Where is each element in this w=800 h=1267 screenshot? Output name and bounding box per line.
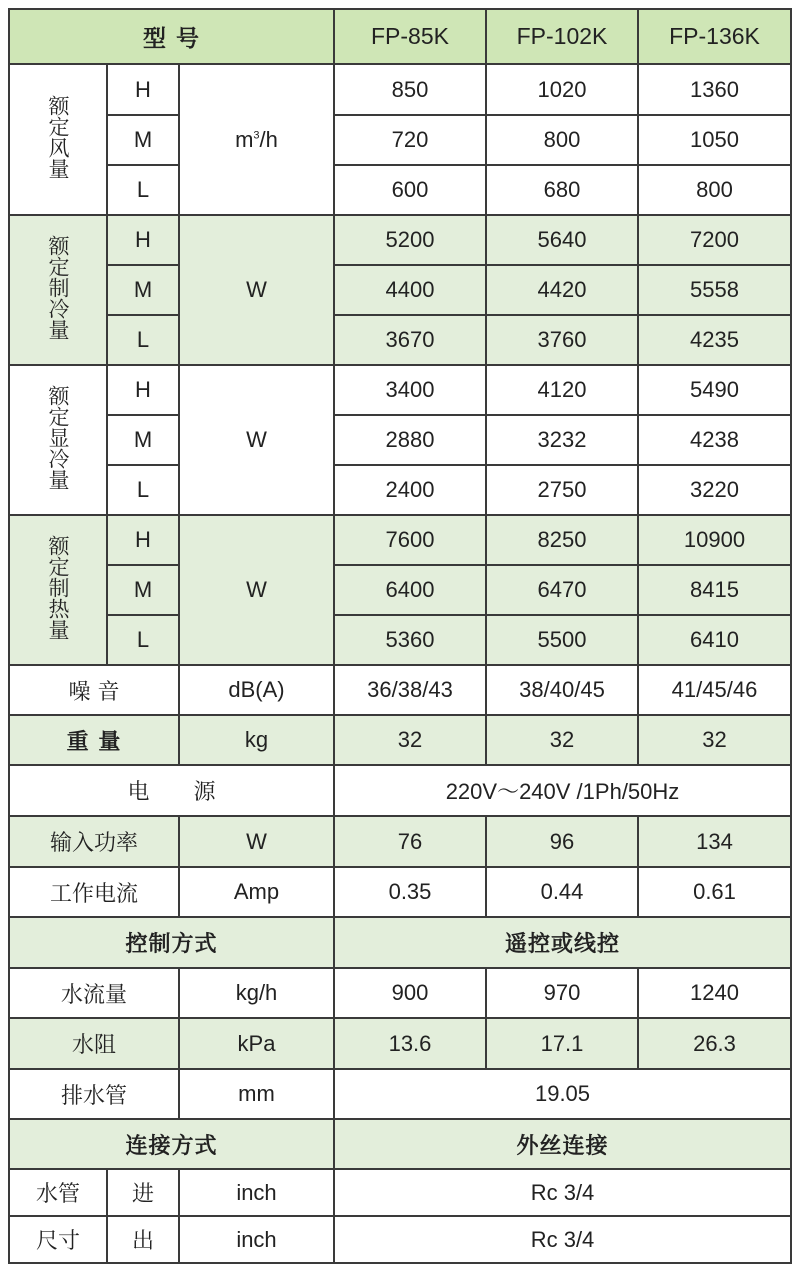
- drain-row: [9, 1069, 791, 1119]
- value-cell: 4120: [486, 365, 638, 415]
- drain-unit: mm: [179, 1069, 334, 1119]
- water-resistance-label: 水阻: [9, 1018, 179, 1069]
- airflow-row: [9, 64, 791, 115]
- value-cell: 2880: [334, 415, 486, 465]
- value-cell: 1020: [486, 64, 638, 115]
- drain-label: 排水管: [9, 1069, 179, 1119]
- value-cell: 32: [638, 715, 791, 765]
- pipe-inlet-value: Rc 3/4: [334, 1169, 791, 1216]
- level-label: H: [107, 365, 179, 415]
- input-power-row: [9, 816, 791, 867]
- water-flow-row: [9, 968, 791, 1018]
- header-row: [9, 9, 791, 64]
- cooling-row: [9, 265, 791, 315]
- level-label: M: [107, 415, 179, 465]
- value-cell: 2750: [486, 465, 638, 515]
- power-supply-label: 电 源: [9, 765, 334, 816]
- level-label: M: [107, 565, 179, 615]
- cooling-row: [9, 315, 791, 365]
- water-resistance-unit: kPa: [179, 1018, 334, 1069]
- current-unit: Amp: [179, 867, 334, 917]
- level-label: L: [107, 465, 179, 515]
- value-cell: 13.6: [334, 1018, 486, 1069]
- value-cell: 1050: [638, 115, 791, 165]
- noise-row: [9, 665, 791, 715]
- value-cell: 800: [486, 115, 638, 165]
- pipe-outlet-value: Rc 3/4: [334, 1216, 791, 1263]
- weight-unit: kg: [179, 715, 334, 765]
- value-cell: 32: [334, 715, 486, 765]
- connection-value: 外丝连接: [334, 1119, 791, 1169]
- airflow-row: [9, 115, 791, 165]
- value-cell: 0.35: [334, 867, 486, 917]
- power-supply-value: 220V～240V /1Ph/50Hz: [334, 765, 791, 816]
- value-cell: 1240: [638, 968, 791, 1018]
- connection-row: [9, 1119, 791, 1169]
- level-label: M: [107, 115, 179, 165]
- weight-row: [9, 715, 791, 765]
- sensible-row: [9, 465, 791, 515]
- level-label: L: [107, 315, 179, 365]
- value-cell: 76: [334, 816, 486, 867]
- value-cell: 720: [334, 115, 486, 165]
- level-label: H: [107, 64, 179, 115]
- current-row: [9, 867, 791, 917]
- level-label: L: [107, 615, 179, 665]
- model-name: FP-85K: [334, 9, 486, 64]
- value-cell: 17.1: [486, 1018, 638, 1069]
- value-cell: 8415: [638, 565, 791, 615]
- cooling-unit: W: [179, 215, 334, 365]
- noise-label: 噪 音: [9, 665, 179, 715]
- drain-value: 19.05: [334, 1069, 791, 1119]
- value-cell: 3232: [486, 415, 638, 465]
- value-cell: 1360: [638, 64, 791, 115]
- model-name: FP-136K: [638, 9, 791, 64]
- value-cell: 4235: [638, 315, 791, 365]
- value-cell: 3220: [638, 465, 791, 515]
- sensible-row: [9, 365, 791, 415]
- level-label: M: [107, 265, 179, 315]
- value-cell: 3400: [334, 365, 486, 415]
- control-label: 控制方式: [9, 917, 334, 968]
- value-cell: 6400: [334, 565, 486, 615]
- heating-label: 额定制热量: [9, 515, 107, 665]
- weight-label: 重 量: [9, 715, 179, 765]
- value-cell: 10900: [638, 515, 791, 565]
- sensible-label: 额定显冷量: [9, 365, 107, 515]
- value-cell: 41/45/46: [638, 665, 791, 715]
- value-cell: 7200: [638, 215, 791, 265]
- input-power-unit: W: [179, 816, 334, 867]
- value-cell: 850: [334, 64, 486, 115]
- control-row: [9, 917, 791, 968]
- pipe-inlet-unit: inch: [179, 1169, 334, 1216]
- value-cell: 5200: [334, 215, 486, 265]
- value-cell: 36/38/43: [334, 665, 486, 715]
- power-supply-row: [9, 765, 791, 816]
- value-cell: 6410: [638, 615, 791, 665]
- value-cell: 4420: [486, 265, 638, 315]
- value-cell: 600: [334, 165, 486, 215]
- value-cell: 8250: [486, 515, 638, 565]
- input-power-label: 输入功率: [9, 816, 179, 867]
- noise-unit: dB(A): [179, 665, 334, 715]
- heating-unit: W: [179, 515, 334, 665]
- water-resistance-row: [9, 1018, 791, 1069]
- value-cell: 26.3: [638, 1018, 791, 1069]
- level-label: H: [107, 515, 179, 565]
- value-cell: 800: [638, 165, 791, 215]
- pipe-outlet-row: [9, 1216, 791, 1263]
- value-cell: 5490: [638, 365, 791, 415]
- current-label: 工作电流: [9, 867, 179, 917]
- value-cell: 680: [486, 165, 638, 215]
- value-cell: 900: [334, 968, 486, 1018]
- value-cell: 0.61: [638, 867, 791, 917]
- pipe-inlet-label: 进: [107, 1169, 179, 1216]
- value-cell: 96: [486, 816, 638, 867]
- pipe-inlet-row: [9, 1169, 791, 1216]
- pipe-outlet-label: 出: [107, 1216, 179, 1263]
- value-cell: 4238: [638, 415, 791, 465]
- sensible-unit: W: [179, 365, 334, 515]
- cooling-label: 额定制冷量: [9, 215, 107, 365]
- value-cell: 5640: [486, 215, 638, 265]
- level-label: H: [107, 215, 179, 265]
- value-cell: 38/40/45: [486, 665, 638, 715]
- heating-row: [9, 515, 791, 565]
- value-cell: 3670: [334, 315, 486, 365]
- cooling-row: [9, 215, 791, 265]
- value-cell: 134: [638, 816, 791, 867]
- airflow-label: 额定风量: [9, 64, 107, 215]
- value-cell: 3760: [486, 315, 638, 365]
- value-cell: 970: [486, 968, 638, 1018]
- model-name: FP-102K: [486, 9, 638, 64]
- spec-table: [8, 8, 792, 1264]
- value-cell: 5500: [486, 615, 638, 665]
- connection-label: 连接方式: [9, 1119, 334, 1169]
- heating-row: [9, 615, 791, 665]
- value-cell: 7600: [334, 515, 486, 565]
- value-cell: 0.44: [486, 867, 638, 917]
- value-cell: 2400: [334, 465, 486, 515]
- water-flow-label: 水流量: [9, 968, 179, 1018]
- airflow-unit: $m^3/h$: [179, 64, 334, 215]
- heating-row: [9, 565, 791, 615]
- airflow-row: [9, 165, 791, 215]
- water-flow-unit: kg/h: [179, 968, 334, 1018]
- value-cell: 6470: [486, 565, 638, 615]
- pipe-label-top: 水管: [9, 1169, 107, 1216]
- value-cell: 5360: [334, 615, 486, 665]
- value-cell: 4400: [334, 265, 486, 315]
- pipe-label-bottom: 尺寸: [9, 1216, 107, 1263]
- pipe-outlet-unit: inch: [179, 1216, 334, 1263]
- sensible-row: [9, 415, 791, 465]
- value-cell: 32: [486, 715, 638, 765]
- model-label: 型 号: [9, 9, 334, 64]
- value-cell: 5558: [638, 265, 791, 315]
- control-value: 遥控或线控: [334, 917, 791, 968]
- level-label: L: [107, 165, 179, 215]
